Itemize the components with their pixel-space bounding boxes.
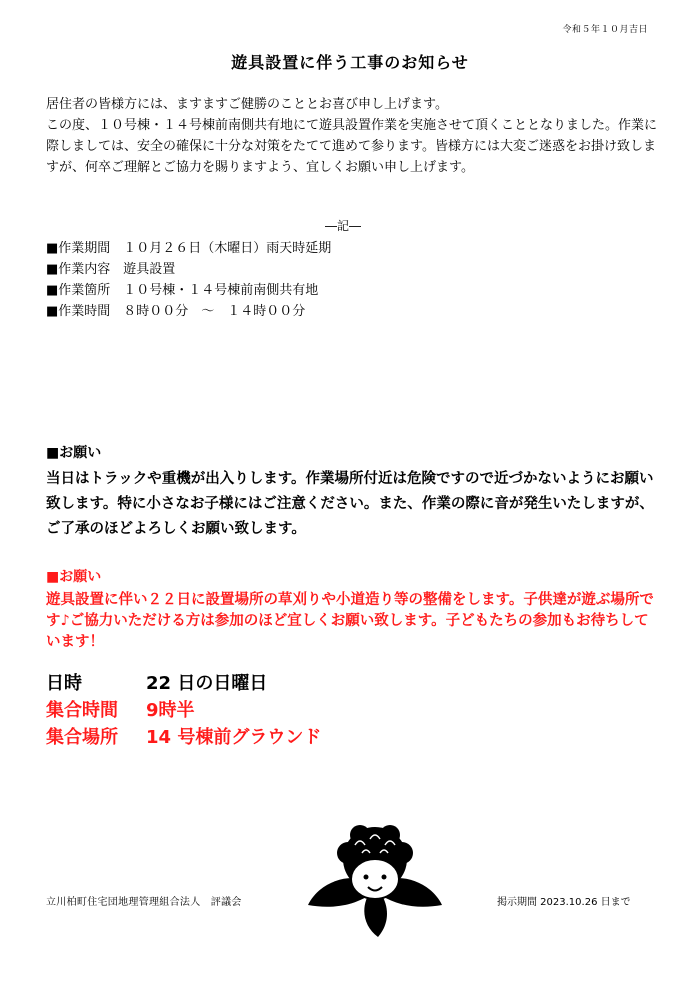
schedule-time-value: 9時半 — [146, 700, 195, 721]
footer-posting-period: 掲示期間 2023.10.26 日まで — [497, 897, 631, 908]
schedule-place-value: 14 号棟前グラウンド — [146, 727, 322, 748]
schedule-place-label: 集合場所 — [46, 727, 118, 748]
schedule-time-label: 集合時間 — [46, 700, 118, 721]
request-heading-2: ■お願い — [46, 569, 102, 585]
request-body-1: 当日はトラックや重機が出入りします。作業場所付近は危険ですので近づかないようにお願い致します。特に小さなお子様にはご注意ください。また、作業の際に音が発生いたしますが、ご了承のほどよろしくお願い致します。 — [46, 471, 654, 537]
request-heading-1: ■お願い — [46, 445, 102, 461]
intro-paragraph-1: 居住者の皆様方には、ますますご健勝のこととお喜び申し上げます。 — [46, 97, 448, 112]
work-details — [46, 238, 331, 322]
acorn-mascot-icon — [300, 825, 450, 944]
schedule-place-row — [46, 724, 321, 751]
footer-organization: 立川柏町住宅団地理管理組合法人 評議会 — [46, 897, 242, 908]
detail-location: ■作業箇所 １０号棟・１４号棟前南側共有地 — [46, 283, 319, 298]
intro-paragraph-2: この度、１０号棟・１４号棟前南側共有地にて遊具設置作業を実施させて頂くこととなりました。作業に際しましては、安全の確保に十分な対策をたてて進めて参ります。皆様方には大変ご迷惑をお掛け致しますが、何卒ご理解とご協力を賜りますよう、宜しくお願い申し上げます。 — [46, 118, 658, 175]
intro-text — [46, 94, 658, 178]
detail-content: ■作業内容 遊具設置 — [46, 262, 176, 277]
page-title: 遊具設置に伴う工事のお知らせ — [231, 53, 469, 72]
ki-marker: ―記― — [325, 219, 362, 233]
schedule-date-label: 日時 — [46, 673, 82, 694]
detail-time: ■作業時間 ８時００分 ～ １４時００分 — [46, 304, 306, 319]
schedule-time-row — [46, 697, 321, 724]
request-body-2: 遊具設置に伴い２２日に設置場所の草刈りや小道造り等の整備をします。子供達が遊ぶ場所です♪ご協力いただける方は参加のほど宜しくお願い致します。子どもたちの参加もお待ちしています！ — [46, 592, 654, 650]
detail-period: ■作業期間 １０月２６日（木曜日）雨天時延期 — [46, 241, 332, 256]
notice-date: 令和５年１０月吉日 — [562, 25, 648, 35]
schedule-date-value: 22 日の日曜日 — [146, 673, 268, 694]
event-schedule — [46, 670, 321, 751]
schedule-date-row — [46, 670, 321, 697]
